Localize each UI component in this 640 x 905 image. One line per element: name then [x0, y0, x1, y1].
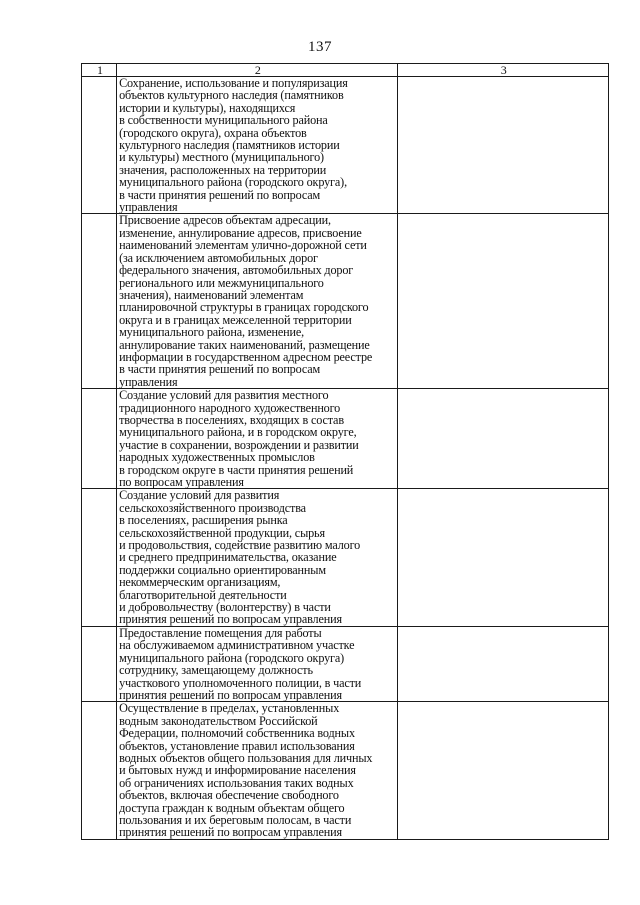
row-text: Создание условий для развития местного традиционного народного художественного творчества в поселениях, входящих в состав муниципального района, и в городском округе, участие в сохранении, возрождении и развитии народных художественных промыслов в городском округе в части принятия решений по вопросам управления [119, 388, 359, 489]
table-row [82, 702, 609, 839]
table-cell-col1 [82, 626, 117, 701]
row-text: Осуществление в пределах, установленных водным законодательством Российской Федерации, полномочий собственника водных объектов, установление правил использования водных объектов общего пользования для личных и бытовых нужд и информирование населения об ограничениях использования таких водных объектов, включая обеспечение свободного доступа граждан к водным объектам общего пользования и их береговым полосам, в части принятия решений по вопросам управления [119, 701, 373, 840]
table-row [82, 489, 609, 626]
row-text: Сохранение, использование и популяризация объектов культурного наследия (памятников истории и культуры), находящихся в собственности муниципального района (городского округа), охрана объектов культурного наследия (памятников истории и культуры) местного (муниципального) значения, расположенных на территории муниципального района (городского округа), в части принятия решений по вопросам управления [119, 76, 348, 215]
row-text: Предоставление помещения для работы на обслуживаемом административном участке муниципального района (городского округа) сотруднику, замещающему должность участкового уполномоченного полиции, в части принятия решений по вопросам управления [119, 625, 362, 702]
table-row [82, 214, 609, 389]
page-number: 137 [308, 39, 332, 55]
table-cell-col3 [397, 702, 608, 839]
column-header-1: 1 [82, 64, 117, 77]
table-row [82, 389, 609, 489]
table-cell-col2 [117, 702, 398, 839]
table-row [82, 626, 609, 701]
table-cell-col1 [82, 77, 117, 214]
table-cell-col2 [117, 626, 398, 701]
table-cell-col2 [117, 489, 398, 626]
table-cell-col1 [82, 214, 117, 389]
document-table [81, 63, 609, 840]
row-text: Создание условий для развития сельскохозяйственного производства в поселениях, расширения рынка сельскохозяйственной продукции, сырья и продовольствия, содействие развитию малого и среднего предпринимательства, оказание поддержки социально ориентированным некоммерческим организациям, благотворительной деятельности и добровольчеству (волонтерству) в части принятия решений по вопросам управления [119, 488, 361, 627]
table-cell-col3 [397, 77, 608, 214]
table-cell-col3 [397, 626, 608, 701]
table-cell-col2 [117, 77, 398, 214]
table-cell-col1 [82, 389, 117, 489]
table-cell-col2 [117, 389, 398, 489]
table-cell-col3 [397, 214, 608, 389]
column-header-3: 3 [397, 64, 608, 77]
table-cell-col3 [397, 489, 608, 626]
table-cell-col2 [117, 214, 398, 389]
row-text: Присвоение адресов объектам адресации, изменение, аннулирование адресов, присвоение наименований элементам улично-дорожной сети (за исключением автомобильных дорог федерального значения, автомобильных дорог регионального или межмуниципального значения), наименований элементам планировочной структуры в границах городского округа и в границах межселенной территории муниципального района, изменение, аннулирование таких наименований, размещение информации в государственном адресном реестре в части принятия решений по вопросам управления [119, 213, 373, 389]
table-row [82, 77, 609, 214]
column-header-2: 2 [117, 64, 398, 77]
table-header-row [82, 64, 609, 77]
table-cell-col3 [397, 389, 608, 489]
table-cell-col1 [82, 702, 117, 839]
table-cell-col1 [82, 489, 117, 626]
